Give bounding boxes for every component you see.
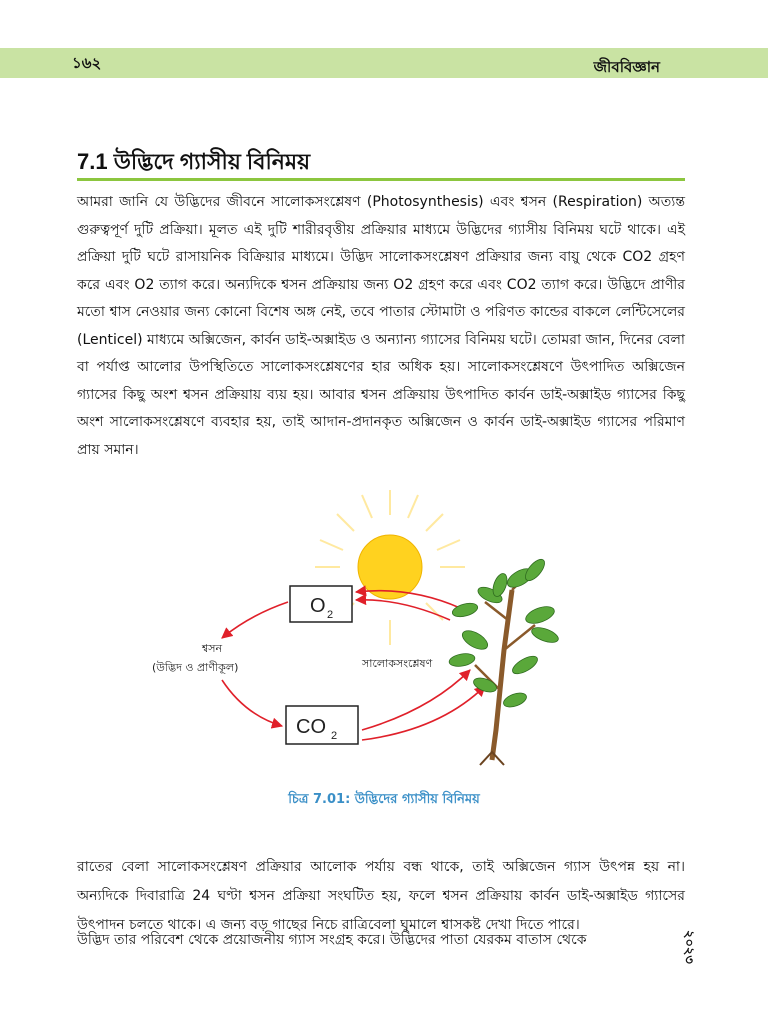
co2-label: CO	[296, 716, 326, 738]
side-page-number: ২০২৩	[681, 930, 696, 964]
respiration-label: শ্বসন	[202, 642, 223, 655]
respiration-note: (উদ্ভিদ ও প্রাণীকূল)	[152, 661, 239, 674]
o2-box	[290, 586, 352, 622]
paragraph-leaf: উদ্ভিদ তার পরিবেশ থেকে প্রয়োজনীয় গ্যাস সংগ্রহ করে। উদ্ভিদের পাতা যেরকম বাতাস থেকে	[77, 932, 587, 948]
co2-box	[286, 706, 358, 744]
page-number: ১৬২	[72, 54, 102, 72]
title-rule	[77, 178, 685, 181]
section-title: 7.1 উদ্ভিদে গ্যাসীয় বিনিময়	[77, 149, 311, 174]
subject-title: জীববিজ্ঞান	[593, 58, 660, 76]
co2-subscript: 2	[331, 730, 338, 742]
plant-icon	[448, 556, 560, 765]
photosynthesis-label: সালোকসংশ্লেষণ	[362, 657, 433, 670]
paragraph-night: রাতের বেলা সালোকসংশ্লেষণ প্রক্রিয়ার আলোক পর্যায় বন্ধ থাকে, তাই অক্সিজেন গ্যাস উৎপন্ন হয় না। অন্যদিকে দিবারাত্রি 24 ঘণ্টা শ্বসন প্রক্রিয়া সংঘটিত হয়, ফলে শ্বসন প্রক্রিয়ায় কার্বন ডাই-অক্সাইড গ্যাসের উৎপাদন চলতে থাকে। এ জন্য বড় গাছের নিচে রাত্রিবেলা ঘুমালে শ্বাসকষ্ট দেখা দিতে পারে।	[77, 859, 685, 933]
gas-exchange-diagram	[140, 490, 680, 780]
paragraph-intro: আমরা জানি যে উদ্ভিদের জীবনে সালোকসংশ্লেষণ (Photosynthesis) এবং শ্বসন (Respiration) অত্যন্ত গুরুত্বপূর্ণ দুটি প্রক্রিয়া। মূলত এই দুটি শারীরবৃত্তীয় প্রক্রিয়ার মাধ্যমে উদ্ভিদের গ্যাসীয় বিনিময় ঘটে থাকে। এই প্রক্রিয়া দুটি ঘটে রাসায়নিক বিক্রিয়ার মাধ্যমে। উদ্ভিদ সালোকসংশ্লেষণ প্রক্রিয়ার জন্য বায়ু থেকে CO2 গ্রহণ করে এবং O2 ত্যাগ করে। অন্যদিকে শ্বসন প্রক্রিয়ায় জন্য O2 গ্রহণ করে এবং CO2 ত্যাগ করে। উদ্ভিদে প্রাণীর মতো শ্বাস নেওয়ার জন্য কোনো বিশেষ অঙ্গ নেই, তবে পাতার স্টোমাটা ও পরিণত কান্ডের বাকলে লেন্টিসেলের (Lenticel) মাধ্যমে অক্সিজেন, কার্বন ডাই-অক্সাইড ও অন্যান্য গ্যাসের বিনিময় ঘটে। তোমরা জান, দিনের বেলা বা পর্যাপ্ত আলোর উপস্থিতিতে সালোকসংশ্লেষণের হার অধিক হয়। সালোকসংশ্লেষণে উৎপাদিত অক্সিজেন গ্যাসের কিছু অংশ শ্বসন প্রক্রিয়ায় ব্যয় হয়। আবার শ্বসন প্রক্রিয়ায় উৎপাদিত কার্বন ডাই-অক্সাইড গ্যাসের কিছু অংশ সালোকসংশ্লেষণে ব্যবহার হয়, তাই আদান-প্রদানকৃত অক্সিজেন ও কার্বন ডাই-অক্সাইড গ্যাসের পরিমাণ প্রায় সমান।	[77, 194, 685, 458]
figure-caption: চিত্র 7.01: উদ্ভিদের গ্যাসীয় বিনিময়	[288, 792, 480, 807]
o2-subscript: 2	[327, 609, 334, 621]
o2-label: O	[310, 595, 326, 617]
